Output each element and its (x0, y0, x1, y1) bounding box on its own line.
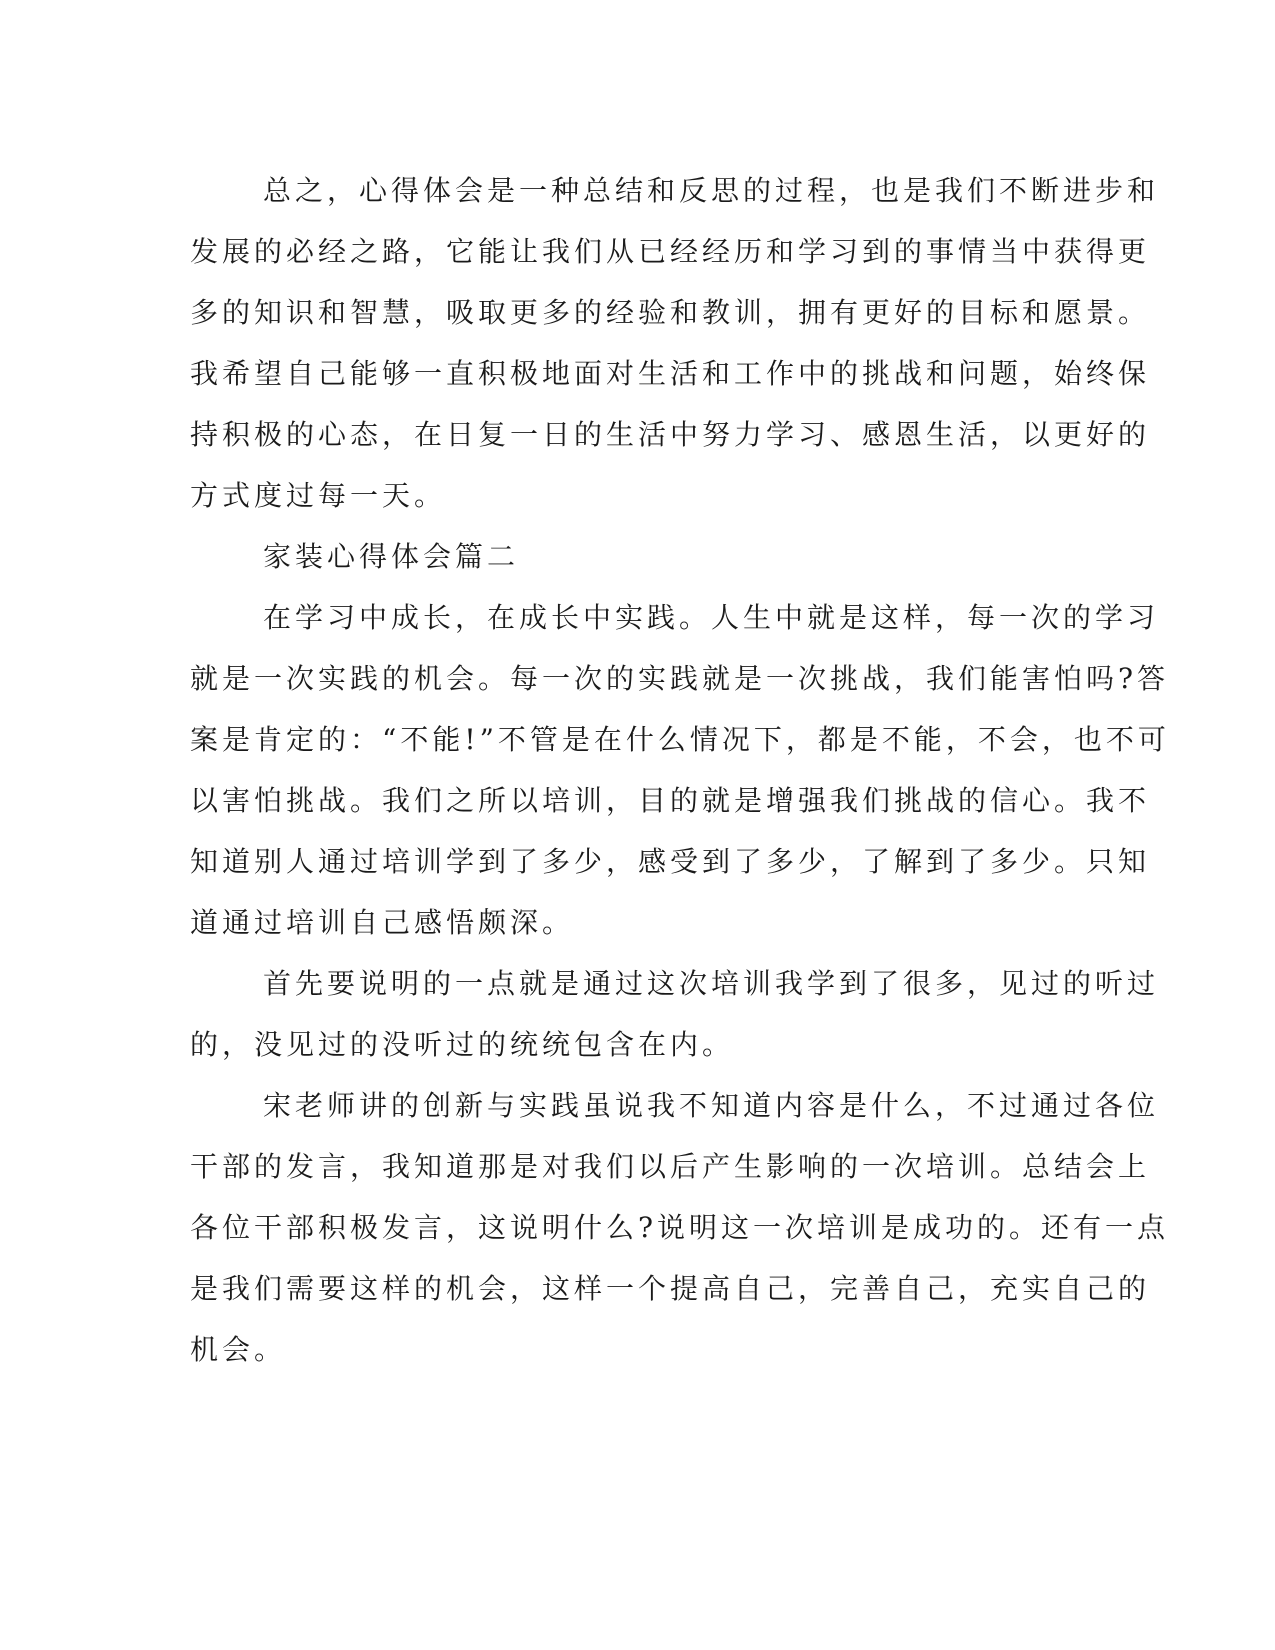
text-line: 道通过培训自己感悟颇深。 (190, 906, 575, 939)
text-line: 我希望自己能够一直积极地面对生活和工作中的挑战和问题，始终保 (190, 357, 1151, 390)
text-line: 总之，心得体会是一种总结和反思的过程，也是我们不断进步和 (263, 174, 1160, 207)
text-line: 是我们需要这样的机会，这样一个提高自己，完善自己，充实自己的 (190, 1272, 1151, 1305)
text-line: 机会。 (190, 1333, 287, 1366)
text-line: 案是肯定的：“不能!”不管是在什么情况下，都是不能，不会，也不可 (190, 723, 1170, 756)
paragraph-teacher-song (190, 1075, 1170, 1380)
text-line: 以害怕挑战。我们之所以培训，目的就是增强我们挑战的信心。我不 (190, 784, 1151, 817)
text-line: 发展的必经之路，它能让我们从已经经历和学习到的事情当中获得更 (190, 235, 1151, 268)
section-heading (190, 526, 1090, 587)
text-line: 就是一次实践的机会。每一次的实践就是一次挑战，我们能害怕吗?答 (190, 662, 1170, 695)
text-line: 各位干部积极发言，这说明什么?说明这一次培训是成功的。还有一点 (190, 1211, 1170, 1244)
text-line: 宋老师讲的创新与实践虽说我不知道内容是什么，不过通过各位 (263, 1089, 1160, 1122)
text-line: 多的知识和智慧，吸取更多的经验和教训，拥有更好的目标和愿景。 (190, 296, 1151, 329)
text-line: 知道别人通过培训学到了多少，感受到了多少，了解到了多少。只知 (190, 845, 1151, 878)
paragraph-summary (190, 160, 1160, 526)
paragraph-growth (190, 587, 1170, 953)
text-line: 在学习中成长，在成长中实践。人生中就是这样，每一次的学习 (263, 601, 1160, 634)
text-line: 首先要说明的一点就是通过这次培训我学到了很多，见过的听过 (263, 967, 1160, 1000)
text-line: 方式度过每一天。 (190, 479, 447, 512)
text-line: 持积极的心态，在日复一日的生活中努力学习、感恩生活，以更好的 (190, 418, 1151, 451)
text-line: 的，没见过的没听过的统统包含在内。 (190, 1028, 735, 1061)
text-line: 干部的发言，我知道那是对我们以后产生影响的一次培训。总结会上 (190, 1150, 1151, 1183)
paragraph-first-point (190, 953, 1160, 1075)
document-body (190, 160, 1170, 1380)
section-title: 家装心得体会篇二 (263, 540, 520, 573)
